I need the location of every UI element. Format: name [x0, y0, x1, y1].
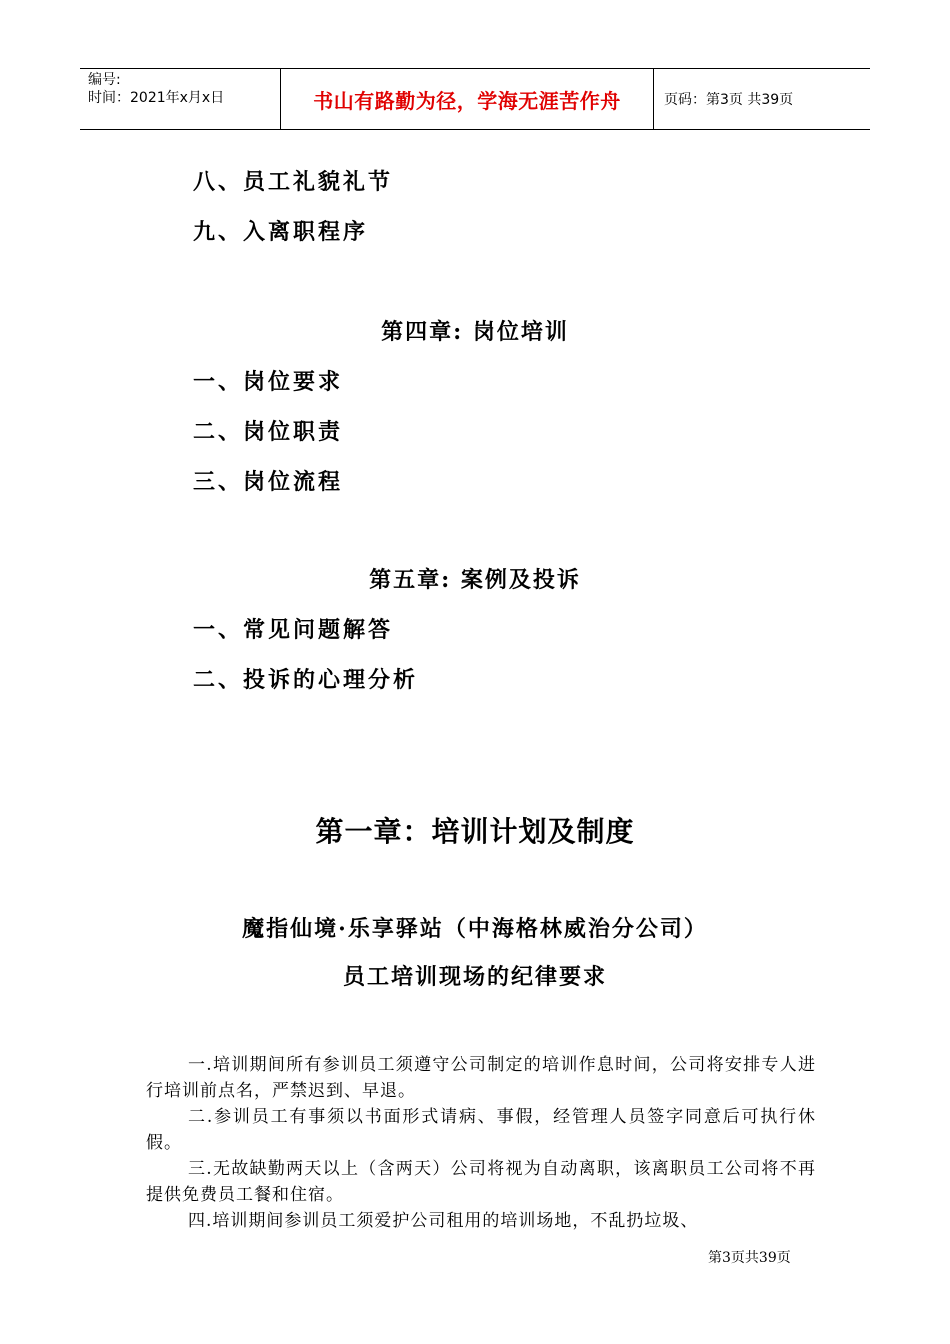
toc-chapter-title: 第四章: 岗位培训 [381, 319, 569, 345]
paragraph: 四.培训期间参训员工须爱护公司租用的培训场地，不乱扔垃圾、 [188, 1211, 699, 1231]
document-number-label: 编号: [88, 72, 121, 88]
toc-item: 九、入离职程序 [193, 219, 369, 245]
chapter-heading: 第一章：培训计划及制度 [315, 815, 635, 848]
company-title: 魔指仙境·乐享驿站（中海格林威治分公司） [242, 916, 708, 942]
toc-chapter-title: 第五章: 案例及投诉 [369, 567, 581, 593]
toc-item: 一、岗位要求 [193, 369, 344, 395]
toc-item: 八、员工礼貌礼节 [193, 169, 394, 195]
paragraph: 二.参训员工有事须以书面形式请病、事假，经管理人员签字同意后可执行休假。 [146, 1107, 816, 1153]
header-page-number: 页码：第3页 共39页 [664, 92, 794, 108]
section-title: 员工培训现场的纪律要求 [342, 964, 607, 990]
toc-item: 三、岗位流程 [193, 469, 344, 495]
toc-item: 二、岗位职责 [193, 419, 344, 445]
document-time: 时间：2021年x月x日 [88, 90, 225, 106]
footer-page-number: 第3页共39页 [708, 1250, 791, 1266]
paragraph: 一.培训期间所有参训员工须遵守公司制定的培训作息时间，公司将安排专人进行培训前点名，严禁迟到、早退。 [146, 1055, 816, 1101]
toc-item: 二、投诉的心理分析 [193, 667, 419, 693]
header-motto: 书山有路勤为径，学海无涯苦作舟 [281, 69, 654, 129]
header-info [80, 69, 281, 129]
body-text [146, 1052, 816, 1234]
page-header [80, 68, 870, 130]
toc-item: 一、常见问题解答 [193, 617, 394, 643]
paragraph: 三.无故缺勤两天以上（含两天）公司将视为自动离职，该离职员工公司将不再提供免费员工餐和住宿。 [146, 1159, 816, 1205]
